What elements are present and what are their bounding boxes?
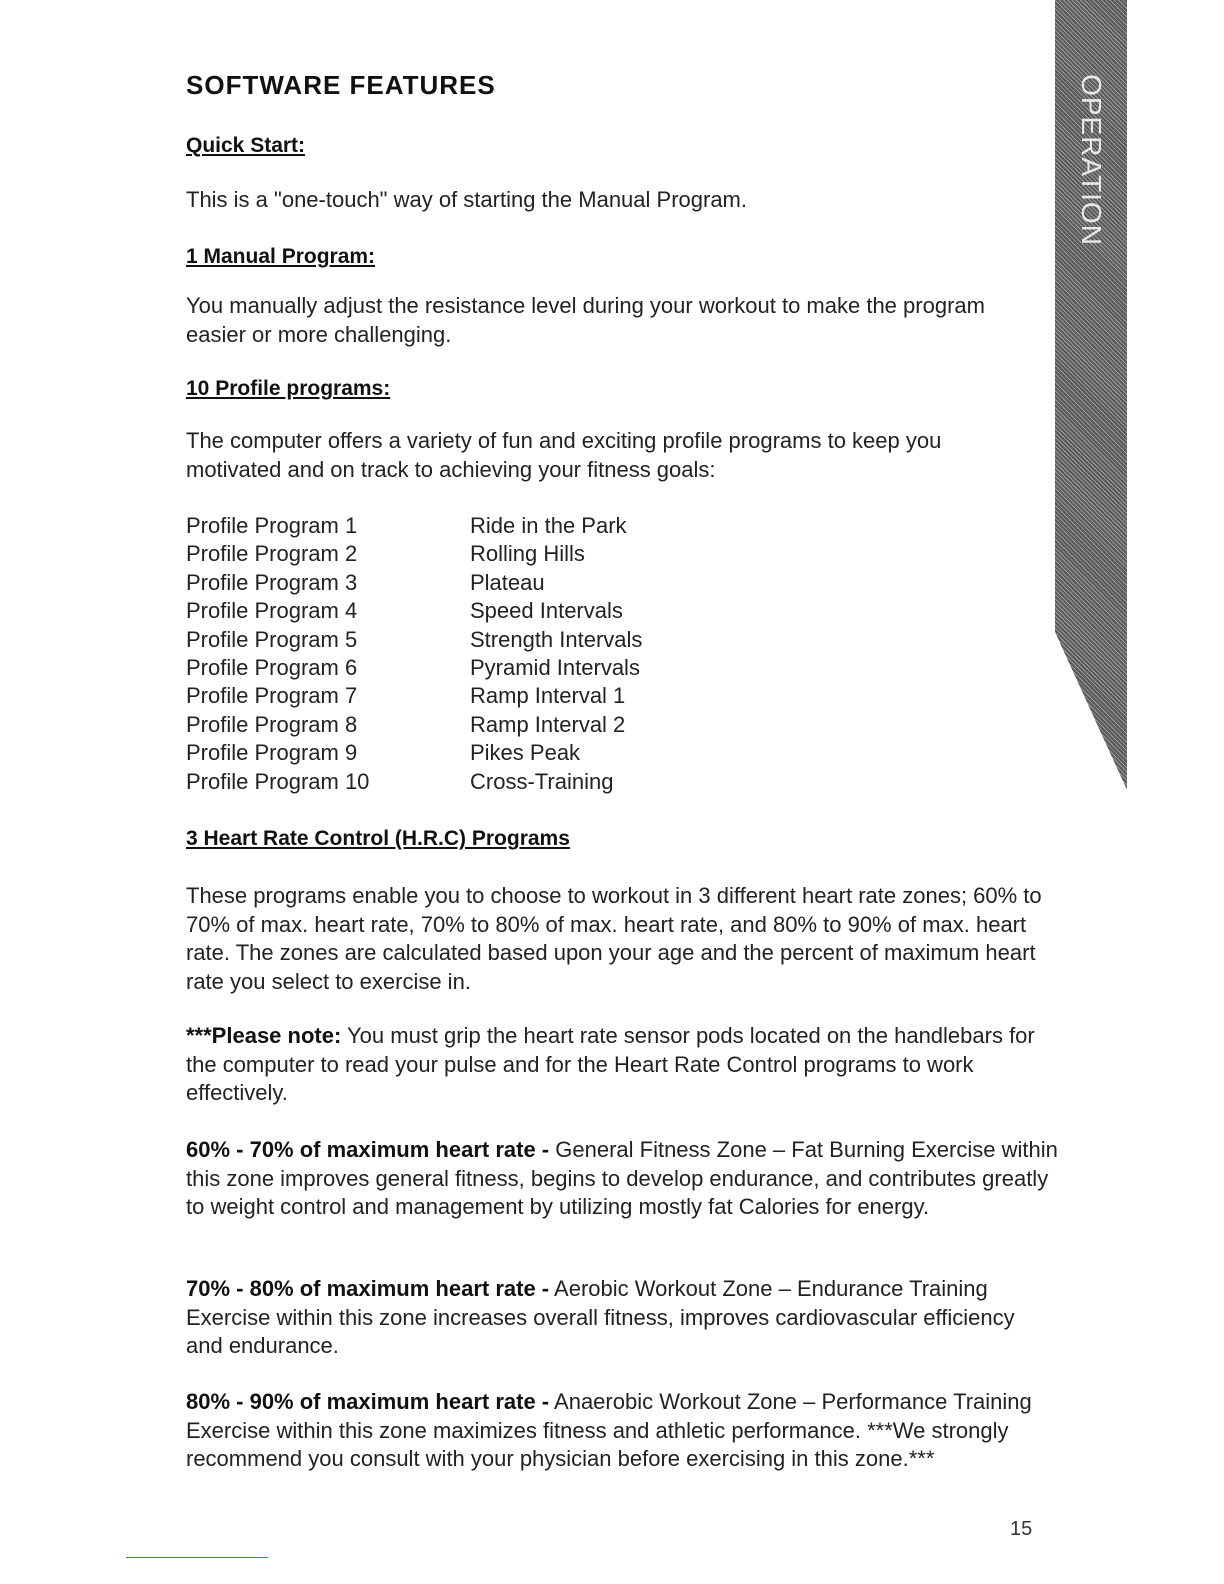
operation-tab-label: OPERATION bbox=[1076, 74, 1107, 246]
list-item bbox=[186, 711, 786, 739]
program-name: Cross-Training bbox=[470, 768, 614, 794]
program-name: Ramp Interval 2 bbox=[470, 711, 626, 737]
manual-program-text: You manually adjust the resistance level during your workout to make the program easier or more challenging. bbox=[186, 293, 985, 347]
program-number: Profile Program 9 bbox=[186, 740, 358, 766]
program-number: Profile Program 1 bbox=[186, 513, 358, 538]
program-number: Profile Program 7 bbox=[186, 683, 358, 709]
list-item bbox=[186, 626, 786, 654]
list-item bbox=[186, 540, 786, 568]
program-name: Pikes Peak bbox=[470, 740, 581, 766]
program-number: Profile Program 10 bbox=[186, 768, 370, 794]
zone-text: General Fitness Zone – Fat Burning Exercise within this zone improves general fitness, begins to develop endurance, and contributes greatly to weight control and management by utilizing mostly fat Calories for energy. bbox=[186, 1137, 1058, 1219]
program-name: Ramp Interval 1 bbox=[470, 683, 626, 709]
zone-label: 60% - 70% of maximum heart rate - bbox=[186, 1137, 550, 1162]
program-name: Ride in the Park bbox=[470, 513, 627, 538]
program-name: Plateau bbox=[470, 569, 545, 595]
page-number: 15 bbox=[1010, 1518, 1033, 1540]
program-name: Speed Intervals bbox=[470, 598, 623, 624]
zone-80-90 bbox=[186, 1388, 1036, 1474]
list-item bbox=[186, 569, 786, 597]
program-number: Profile Program 4 bbox=[186, 598, 358, 624]
program-number: Profile Program 5 bbox=[186, 626, 358, 652]
zone-60-70 bbox=[186, 1136, 1066, 1222]
list-item bbox=[186, 597, 786, 625]
list-item bbox=[186, 654, 786, 682]
zone-text: Aerobic Workout Zone – Endurance Training Exercise within this zone increases overall fitness, improves cardiovascular efficiency and endurance. bbox=[186, 1276, 1015, 1358]
hrc-programs-heading: 3 Heart Rate Control (H.R.C) Programs bbox=[186, 827, 570, 850]
program-name: Strength Intervals bbox=[470, 626, 643, 652]
zone-label: 80% - 90% of maximum heart rate - bbox=[186, 1389, 550, 1414]
manual-program-heading: 1 Manual Program: bbox=[186, 245, 376, 268]
hrc-programs-text: These programs enable you to choose to workout in 3 different heart rate zones; 60% to 70% of max. heart rate, 70% to 80% of max. heart rate, and 80% to 90% of max. heart rate. The zones are calculated based upon your age and the percent of maximum heart rate you select to exercise in. bbox=[186, 883, 1042, 994]
zone-text: Anaerobic Workout Zone – Performance Training Exercise within this zone maximizes fitness and athletic performance. ***We strongly recommend you consult with your physician before exercising in this zone.*** bbox=[186, 1389, 1032, 1471]
zone-70-80 bbox=[186, 1275, 1036, 1361]
list-item bbox=[186, 739, 786, 767]
quick-start-text: This is a "one-touch" way of starting the Manual Program. bbox=[186, 187, 747, 212]
program-name: Pyramid Intervals bbox=[470, 654, 640, 680]
program-name: Rolling Hills bbox=[470, 541, 585, 567]
profile-programs-text: The computer offers a variety of fun and exciting profile programs to keep you motivated and on track to achieving your fitness goals: bbox=[186, 428, 942, 482]
profile-program-list bbox=[186, 512, 786, 796]
footer-rule bbox=[126, 1557, 268, 1558]
page-title: SOFTWARE FEATURES bbox=[186, 70, 496, 100]
please-note-label: ***Please note: bbox=[186, 1023, 342, 1048]
list-item bbox=[186, 768, 786, 796]
program-number: Profile Program 3 bbox=[186, 569, 358, 595]
program-number: Profile Program 2 bbox=[186, 541, 358, 567]
program-number: Profile Program 6 bbox=[186, 654, 358, 680]
zone-label: 70% - 80% of maximum heart rate - bbox=[186, 1276, 550, 1301]
profile-programs-heading: 10 Profile programs: bbox=[186, 377, 391, 400]
please-note-text: You must grip the heart rate sensor pods located on the handlebars for the computer to read your pulse and for the Heart Rate Control programs to work effectively. bbox=[186, 1023, 1035, 1105]
list-item bbox=[186, 682, 786, 710]
please-note bbox=[186, 1022, 1066, 1108]
program-number: Profile Program 8 bbox=[186, 711, 358, 737]
list-item bbox=[186, 512, 786, 540]
quick-start-heading: Quick Start: bbox=[186, 134, 306, 157]
